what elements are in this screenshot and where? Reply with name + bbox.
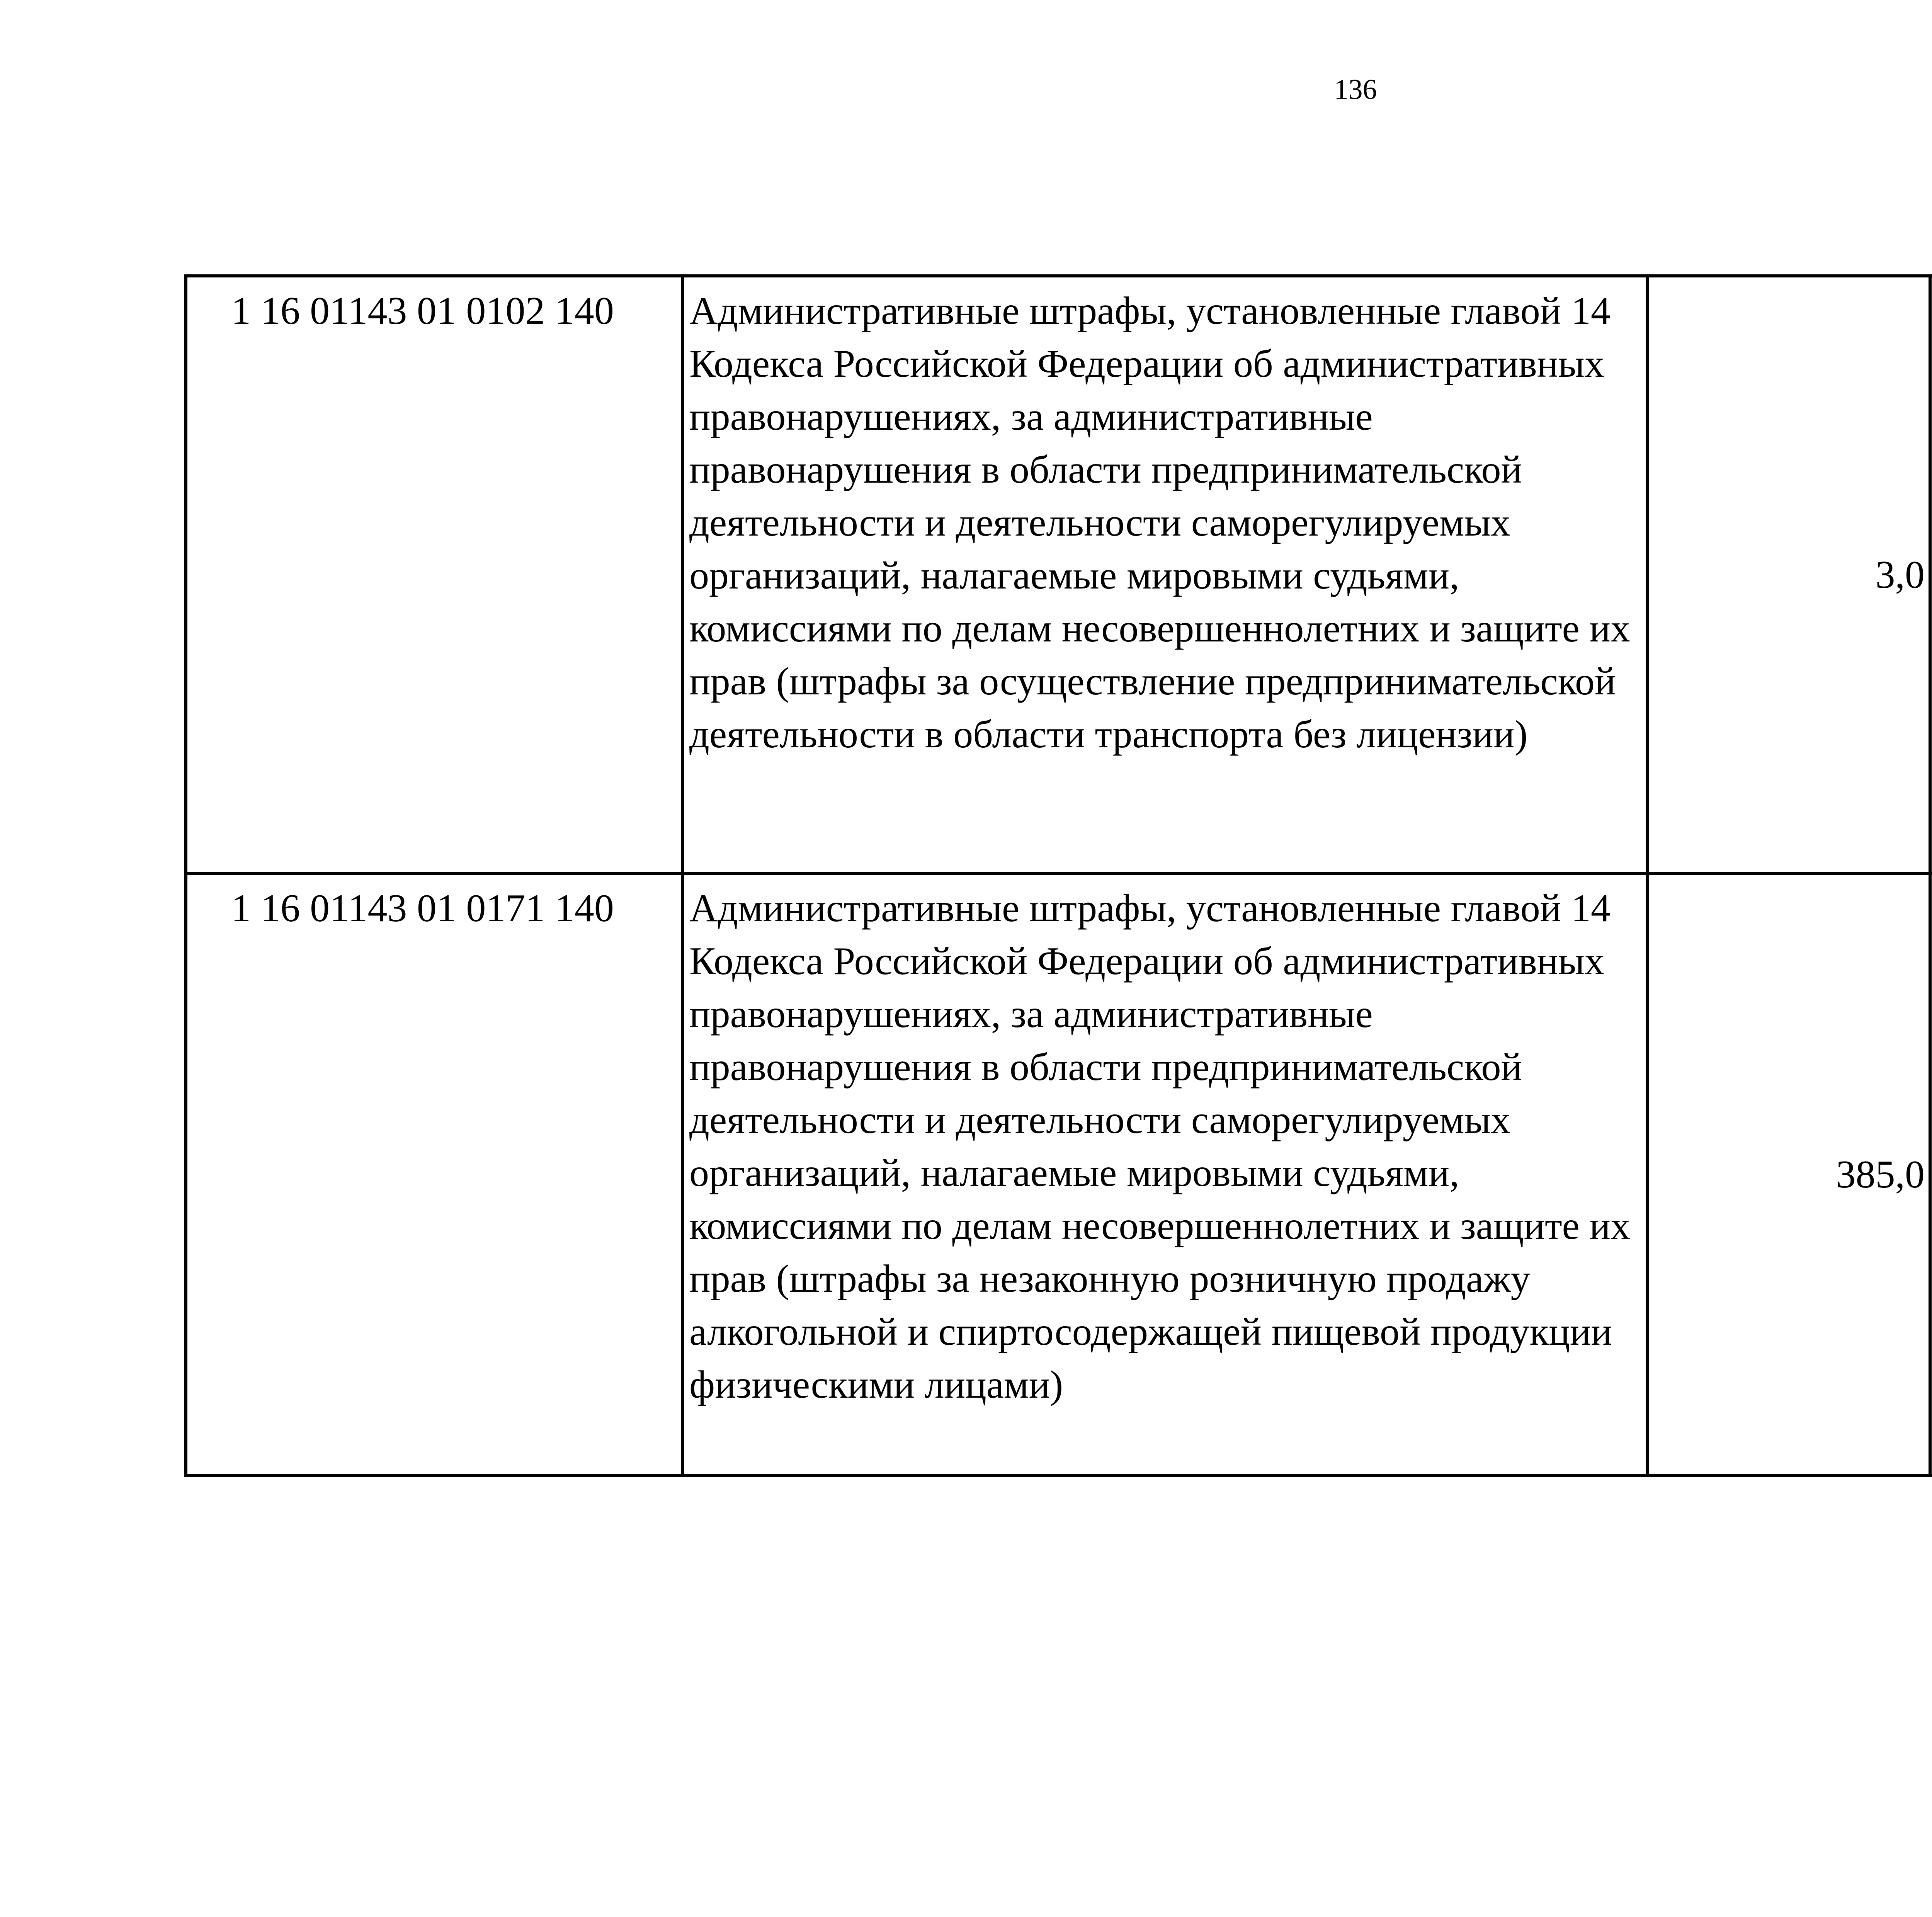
table-row [186,276,1932,873]
revenue-name-cell: Административные штрафы, установленные главой 14 Кодекса Российской Федерации об административных правонарушениях, за административные правонарушения в области предпринимательской деятельности и деятельности саморегулируемых организаций, налагаемые мировыми судьями, комиссиями по делам несовершеннолетних и защите их прав (штрафы за незаконную розничную продажу алкогольной и спиртосодержащей пищевой продукции физическими лицами) [682,873,1647,1475]
value-cell-year-1: 3,0 [1647,276,1930,873]
table-row [186,873,1932,1475]
page-number: 136 [1334,74,1377,105]
budget-code-cell: 1 16 01143 01 0102 140 [186,276,682,873]
budget-code-cell: 1 16 01143 01 0171 140 [186,873,682,1475]
budget-table [184,274,1932,1477]
revenue-name-cell: Административные штрафы, установленные главой 14 Кодекса Российской Федерации об административных правонарушениях, за административные правонарушения в области предпринимательской деятельности и деятельности саморегулируемых организаций, налагаемые мировыми судьями, комиссиями по делам несовершеннолетних и защите их прав (штрафы за осуществление предпринимательской деятельности в области транспорта без лицензии) [682,276,1647,873]
value-cell-year-2 [1930,873,1932,1475]
value-cell-year-1: 385,0 [1647,873,1930,1475]
value-cell-year-2 [1930,276,1932,873]
